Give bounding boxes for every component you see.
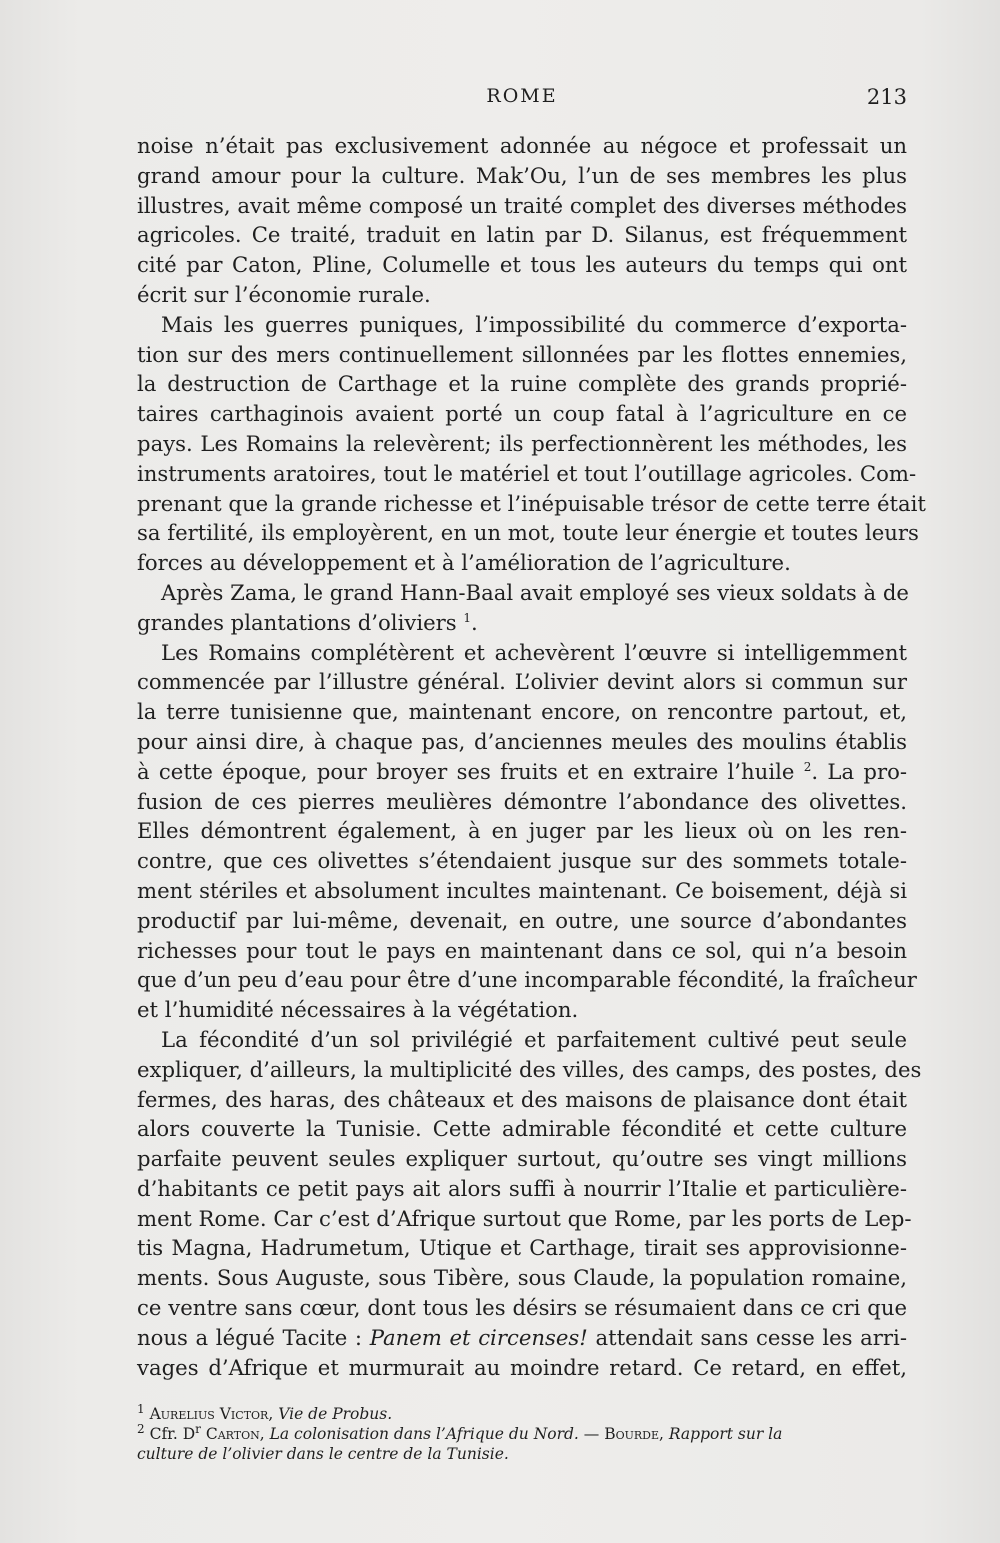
text-line: ment Rome. Car c’est d’Afrique surtout que Rome, par les ports de Lep- [137,1205,912,1231]
footnote-2-continued: culture de l’olivier dans le centre de la Tunisie. [137,1445,509,1463]
footnote-ref-2[interactable]: 2 [803,759,812,774]
body-text [137,131,926,1382]
paragraph-1 [137,131,907,310]
text-line: expliquer, d’ailleurs, la multiplicité des villes, des camps, des postes, des [137,1056,922,1082]
running-head: ROME [486,85,558,107]
latin-quote: Panem et circenses! [369,1324,588,1350]
footnote-title: Rapport sur la [668,1425,783,1443]
text-line: La fécondité d’un sol privilégié et parfaitement cultivé peut seule [161,1026,907,1052]
text-line: grandes plantations d’oliviers $^1$. [137,609,478,635]
text-line: alors couverte la Tunisie. Cette admirable fécondité et cette culture [137,1116,907,1142]
footnote-ref-1[interactable]: 1 [463,610,472,625]
text-line: à cette époque, pour broyer ses fruits et en extraire l’huile $^2$. La pro- [137,758,907,784]
text-line: commencée par l’illustre général. L’olivier devint alors si commun sur [137,669,907,695]
text-line: écrit sur l’économie rurale. [137,281,431,307]
text-line: noise n’était pas exclusivement adonnée au négoce et professait un [137,133,907,158]
text-line: ce ventre sans cœur, dont tous les désirs se résumaient dans ce cri que [137,1295,907,1321]
footnote-author: Bourde [604,1425,660,1443]
footnote-title: Vie de Probus. [278,1405,393,1423]
footnote-2: $^2$ Cfr. $D^r$ Carton, La colonisation dans l’Afrique du Nord. — Bourde, Rapport sur la [137,1421,783,1443]
paragraph-3 [137,578,907,638]
text-line: et l’humidité nécessaires à la végétation. [137,997,579,1023]
text-line: instruments aratoires, tout le matériel et tout l’outillage agricoles. Com- [137,460,917,486]
text-line: pays. Les Romains la relevèrent; ils perfectionnèrent les méthodes, les [137,430,907,456]
text-line: Mais les guerres puniques, l’impossibilité du commerce d’exporta- [161,311,907,337]
text-line: agricoles. Ce traité, traduit en latin par D. Silanus, est fréquemment [137,222,907,248]
text-line: cité par Caton, Pline, Columelle et tous les auteurs du temps qui ont [137,252,907,278]
text-line: grand amour pour la culture. Mak’Ou, l’un de ses membres les plus [137,162,907,188]
footnote-1: $^1$ Aurelius Victor, Vie de Probus. [137,1401,393,1423]
footnote-author: Aurelius Victor [149,1405,269,1423]
page-header [137,85,907,115]
paragraph-5 [137,1025,922,1383]
text-line: nous a légué Tacite : Panem et circenses! attendait sans cesse les arri- [137,1324,907,1350]
text-line: productif par lui-même, devenait, en outre, une source d’abondantes [137,907,907,933]
footnote-author: Carton [205,1425,260,1443]
paragraph-4 [137,638,917,1025]
footnotes [137,1401,907,1464]
page-number: 213 [866,85,907,109]
text-line: fermes, des haras, des châteaux et des maisons de plaisance dont était [137,1086,907,1112]
text-line: que d’un peu d’eau pour être d’une incomparable fécondité, la fraîcheur [137,967,917,993]
text-line: d’habitants ce petit pays ait alors suffi à nourrir l’Italie et particulière- [137,1175,907,1201]
text-line: Après Zama, le grand Hann-Baal avait employé ses vieux soldats à de [161,579,909,605]
text-line: tis Magna, Hadrumetum, Utique et Carthage, tirait ses approvisionne- [137,1235,907,1261]
text-line: vages d’Afrique et murmurait au moindre retard. Ce retard, en effet, [137,1354,907,1380]
text-line: ments. Sous Auguste, sous Tibère, sous Claude, la population romaine, [137,1265,907,1291]
text-line: fusion de ces pierres meulières démontre l’abondance des olivettes. [137,788,907,814]
text-line: la terre tunisienne que, maintenant encore, on rencontre partout, et, [137,699,907,725]
text-line: sa fertilité, ils employèrent, en un mot, toute leur énergie et toutes leurs [137,520,919,546]
text-line: tion sur des mers continuellement sillonnées par les flottes ennemies, [137,341,907,367]
text-line: Les Romains complétèrent et achevèrent l’œuvre si intelligemment [161,639,907,665]
footnote-title: La colonisation dans l’Afrique du Nord. [269,1425,579,1443]
text-line: pour ainsi dire, à chaque pas, d’anciennes meules des moulins établis [137,728,907,754]
text-line: contre, que ces olivettes s’étendaient jusque sur des sommets totale- [137,848,907,874]
text-line: illustres, avait même composé un traité complet des diverses méthodes [137,192,907,218]
text-line: richesses pour tout le pays en maintenant dans ce sol, qui n’a besoin [137,937,907,963]
paragraph-2 [137,310,926,578]
text-line: taires carthaginois avaient porté un coup fatal à l’agriculture en ce [137,401,907,427]
text-line: ment stériles et absolument incultes maintenant. Ce boisement, déjà si [137,877,907,903]
text-line: Elles démontrent également, à en juger par les lieux où on les ren- [137,818,907,844]
text-line: la destruction de Carthage et la ruine complète des grands proprié- [137,371,907,397]
text-line: prenant que la grande richesse et l’inépuisable trésor de cette terre était [137,490,926,516]
text-line: forces au développement et à l’amélioration de l’agriculture. [137,550,791,576]
text-line: parfaite peuvent seules expliquer surtout, qu’outre ses vingt millions [137,1146,907,1172]
